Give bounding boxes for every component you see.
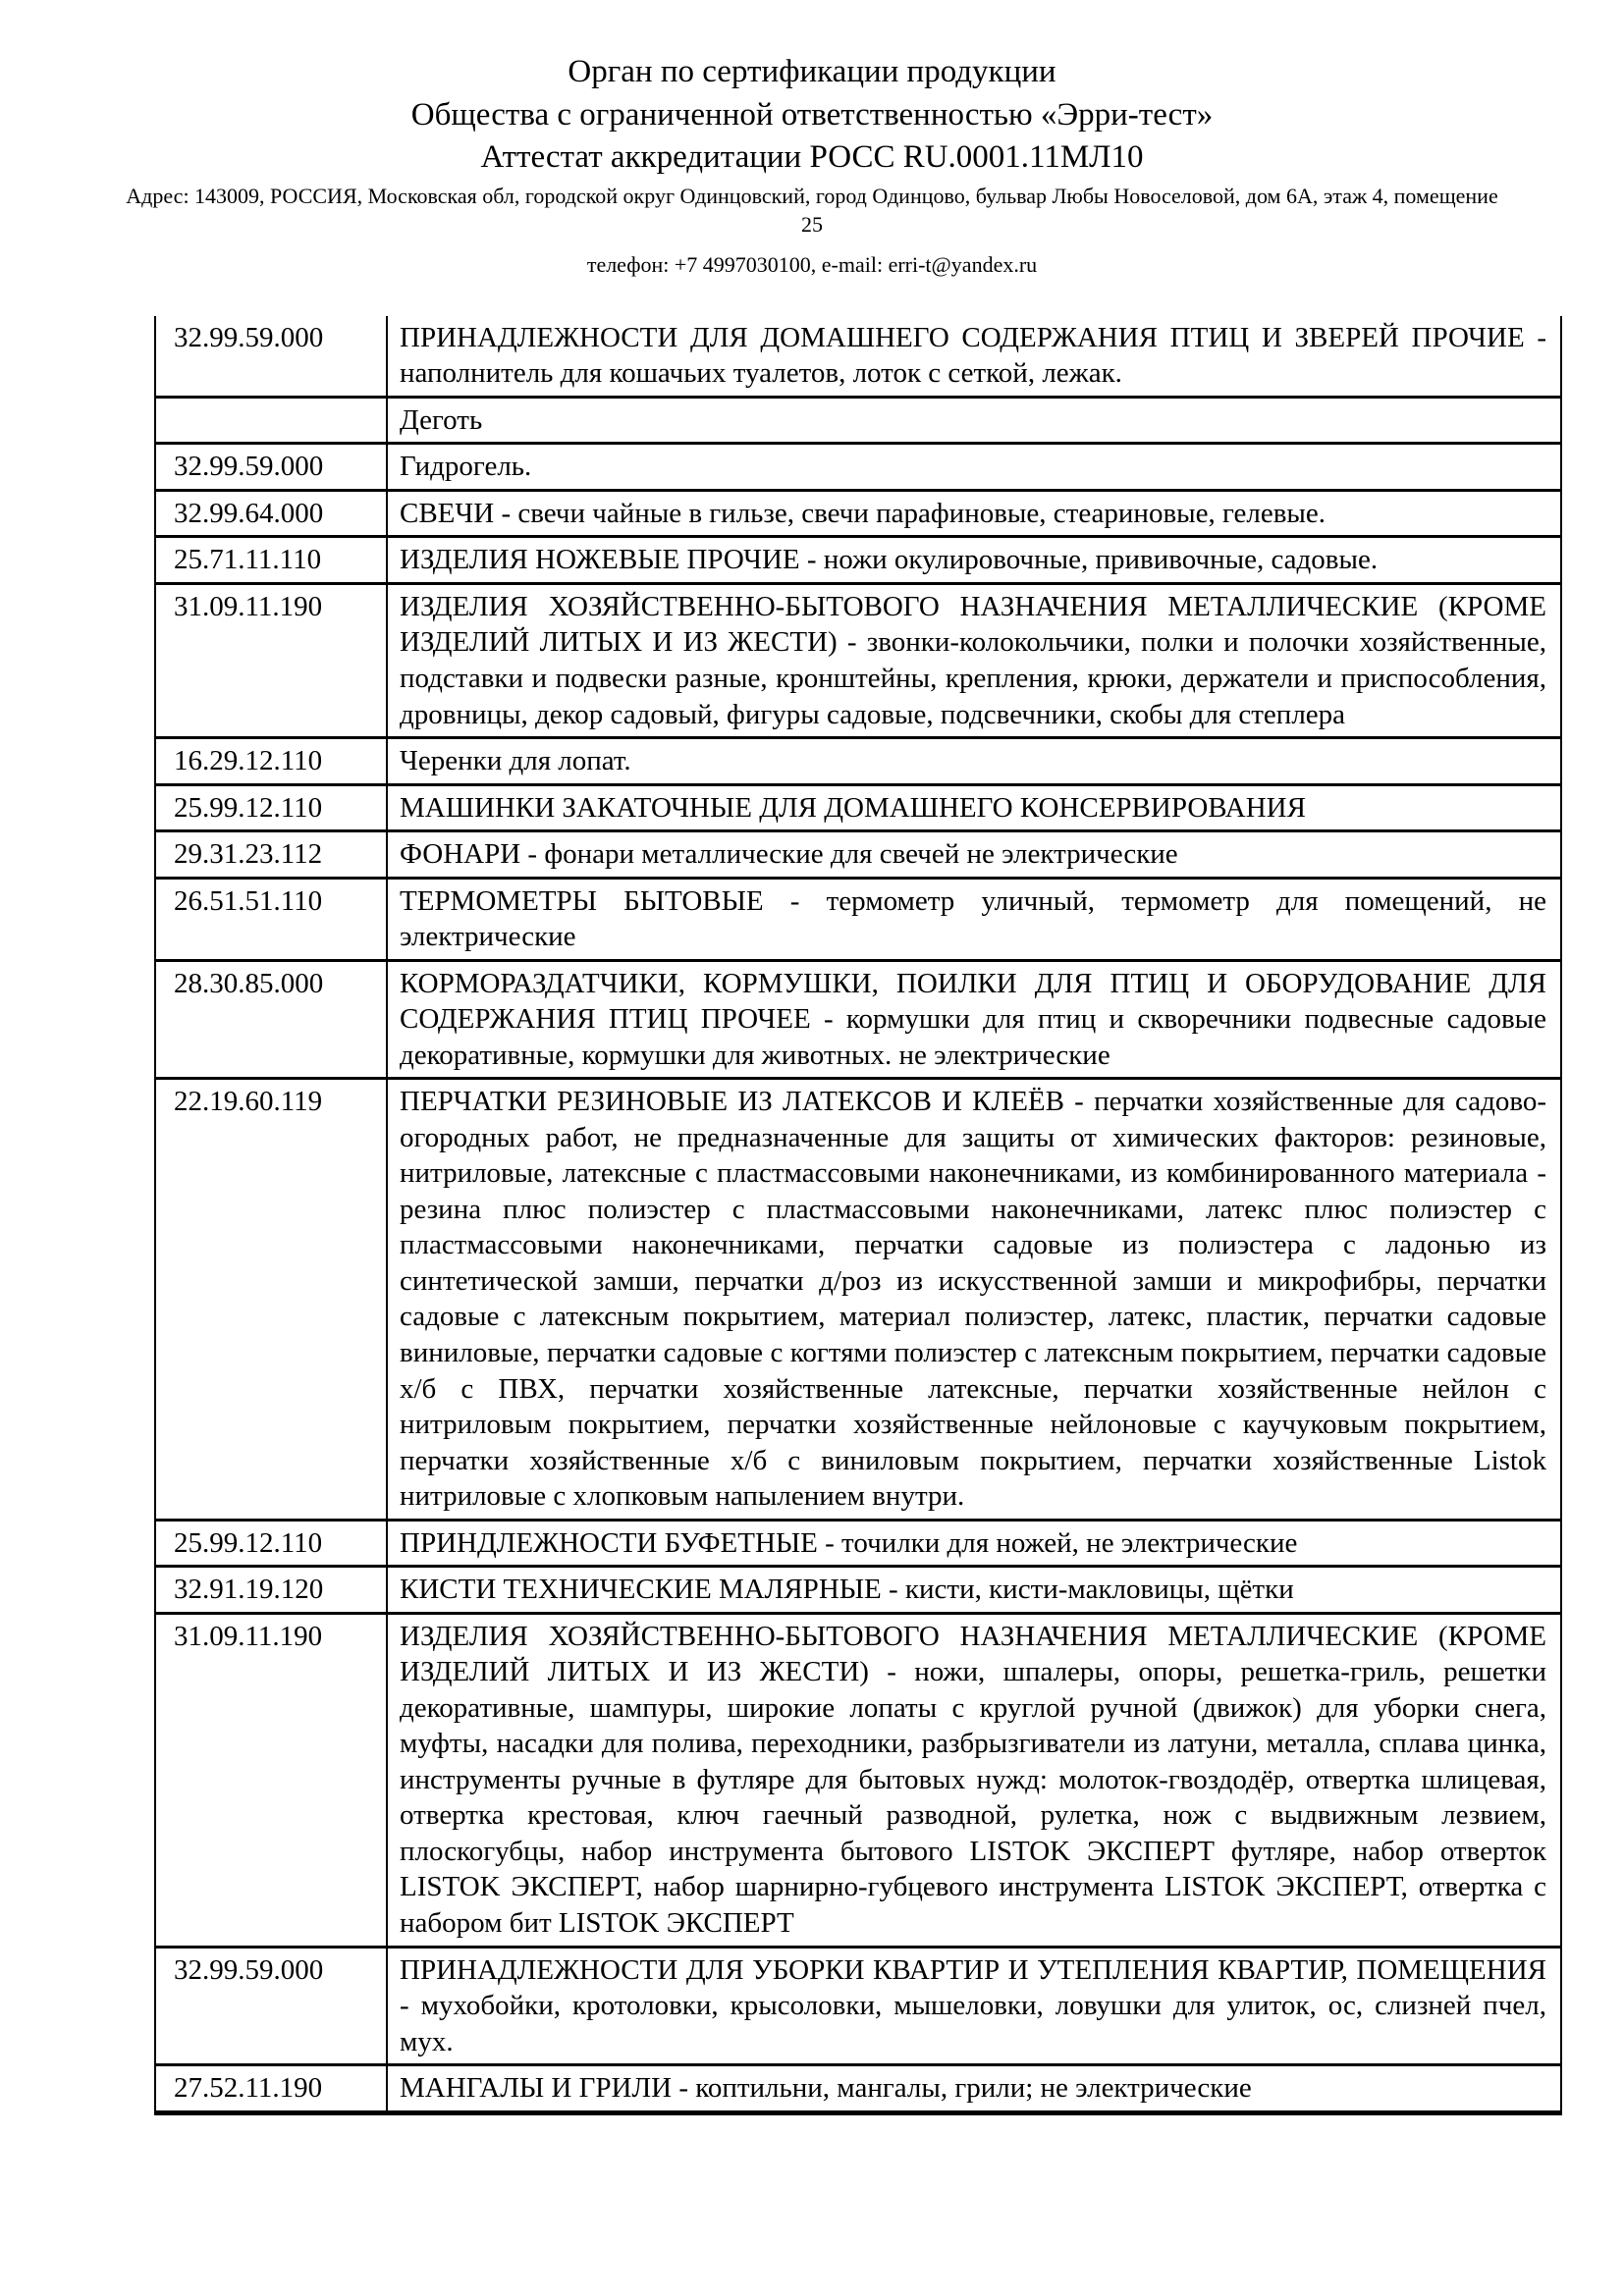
product-code-cell: 25.99.12.110 (155, 784, 387, 831)
product-code-cell (155, 397, 387, 444)
product-description-cell: МАНГАЛЫ И ГРИЛИ - коптильни, мангалы, грили; не электрические (387, 2065, 1561, 2113)
product-description-cell: СВЕЧИ - свечи чайные в гильзе, свечи парафиновые, стеариновые, гелевые. (387, 490, 1561, 537)
product-description-cell: Гидрогель. (387, 444, 1561, 491)
table-row (155, 2065, 1561, 2113)
product-description-cell: ИЗДЕЛИЯ ХОЗЯЙСТВЕННО-БЫТОВОГО НАЗНАЧЕНИЯ МЕТАЛЛИЧЕСКИЕ (КРОМЕ ИЗДЕЛИЙ ЛИТЫХ И ИЗ ЖЕСТИ) - звонки-колокольчики, полки и полочки хозяйственные, подставки и подвески разные, кронштейны, крепления, крюки, держатели и приспособления, дровницы, декор садовый, фигуры садовые, подсвечники, скобы для степлера (387, 583, 1561, 737)
product-code-cell: 31.09.11.190 (155, 1613, 387, 1947)
table-row (155, 960, 1561, 1079)
org-title-line-2: Общества с ограниченной ответственностью «Эрри-тест» (410, 96, 1214, 133)
product-code-cell: 32.99.64.000 (155, 490, 387, 537)
product-code-cell: 31.09.11.190 (155, 583, 387, 737)
table-row (155, 316, 1561, 398)
table-row (155, 831, 1561, 879)
table-row (155, 1567, 1561, 1614)
product-description-cell: Деготь (387, 397, 1561, 444)
product-description-cell: ПРИНАДЛЕЖНОСТИ ДЛЯ ДОМАШНЕГО СОДЕРЖАНИЯ ПТИЦ И ЗВЕРЕЙ ПРОЧИЕ - наполнитель для кошачьих туалетов, лоток с сеткой, лежак. (387, 316, 1561, 398)
table-row (155, 878, 1561, 960)
table-row (155, 738, 1561, 785)
product-description-cell: МАШИНКИ ЗАКАТОЧНЫЕ ДЛЯ ДОМАШНЕГО КОНСЕРВИРОВАНИЯ (387, 784, 1561, 831)
product-table-body (155, 316, 1561, 2112)
product-code-cell: 32.91.19.120 (155, 1567, 387, 1614)
accreditation-line: Аттестат аккредитации РОСС RU.0001.11МЛ10 (480, 139, 1144, 176)
product-code-cell: 26.51.51.110 (155, 878, 387, 960)
product-description-cell: ИЗДЕЛИЯ ХОЗЯЙСТВЕННО-БЫТОВОГО НАЗНАЧЕНИЯ МЕТАЛЛИЧЕСКИЕ (КРОМЕ ИЗДЕЛИЙ ЛИТЫХ И ИЗ ЖЕСТИ) - ножи, шпалеры, опоры, решетка-гриль, решетки декоративные, шампуры, широкие лопаты с круглой ручной (движок) для уборки снега, муфты, насадки для полива, переходники, разбрызгиватели из латуни, металла, сплава цинка, инструменты ручные в футляре для бытовых нужд: молоток-гвоздодёр, отвертка шлицевая, отвертка крестовая, ключ гаечный разводной, рулетка, нож с выдвижным лезвием, плоскогубцы, набор инструмента бытового LISTOK ЭКСПЕРТ футляре, набор отверток LISTOK ЭКСПЕРТ, набор шарнирно-губцевого инструмента LISTOK ЭКСПЕРТ, отвертка с набором бит LISTOK ЭКСПЕРТ (387, 1613, 1561, 1947)
table-row (155, 1613, 1561, 1947)
table-row (155, 444, 1561, 491)
product-code-cell: 27.52.11.190 (155, 2065, 387, 2113)
product-code-cell: 32.99.59.000 (155, 444, 387, 491)
product-code-cell: 32.99.59.000 (155, 1947, 387, 2065)
product-code-table (154, 316, 1562, 2115)
table-row (155, 537, 1561, 584)
product-description-cell: ПЕРЧАТКИ РЕЗИНОВЫЕ ИЗ ЛАТЕКСОВ И КЛЕЁВ - перчатки хозяйственные для садово-огородных работ, не предназначенные для защиты от химических факторов: резиновые, нитриловые, латексные с пластмассовыми наконечниками, из комбинированного материала - резина плюс полиэстер с пластмассовыми наконечниками, латекс плюс полиэстер с пластмассовыми наконечниками, перчатки садовые из полиэстера с ладонью из синтетической замши, перчатки д/роз из искусственной замши и микрофибры, перчатки садовые с латексным покрытием, материал полиэстер, латекс, пластик, перчатки садовые виниловые, перчатки садовые с когтями полиэстер с латексным покрытием, перчатки садовые х/б с ПВХ, перчатки хозяйственные латексные, перчатки хозяйственные нейлон с нитриловым покрытием, перчатки хозяйственные нейлоновые с каучуковым покрытием, перчатки хозяйственные х/б с виниловым покрытием, перчатки хозяйственные Listok нитриловые с хлопковым напылением внутри. (387, 1079, 1561, 1520)
table-row (155, 583, 1561, 737)
table-row (155, 1079, 1561, 1520)
product-code-cell: 22.19.60.119 (155, 1079, 387, 1520)
address-line: Адрес: 143009, РОССИЯ, Московская обл, городской округ Одинцовский, город Одинцово, бульвар Любы Новоселовой, дом 6А, этаж 4, помещение 25 (126, 183, 1498, 237)
product-description-cell: ПРИНДЛЕЖНОСТИ БУФЕТНЫЕ - точилки для ножей, не электрические (387, 1520, 1561, 1567)
product-code-cell: 28.30.85.000 (155, 960, 387, 1079)
product-code-cell: 25.71.11.110 (155, 537, 387, 584)
table-row (155, 784, 1561, 831)
table-row (155, 1520, 1561, 1567)
product-code-cell: 29.31.23.112 (155, 831, 387, 879)
table-row (155, 1947, 1561, 2065)
contact-line: телефон: +7 4997030100, e-mail: erri-t@yandex.ru (586, 251, 1038, 277)
document-header (0, 0, 1624, 279)
table-row (155, 397, 1561, 444)
product-description-cell: КОРМОРАЗДАТЧИКИ, КОРМУШКИ, ПОИЛКИ ДЛЯ ПТИЦ И ОБОРУДОВАНИЕ ДЛЯ СОДЕРЖАНИЯ ПТИЦ ПРОЧЕЕ - кормушки для птиц и скворечники подвесные садовые декоративные, кормушки для животных. не электрические (387, 960, 1561, 1079)
product-description-cell: ТЕРМОМЕТРЫ БЫТОВЫЕ - термометр уличный, термометр для помещений, не электрические (387, 878, 1561, 960)
table-row (155, 490, 1561, 537)
product-description-cell: ФОНАРИ - фонари металлические для свечей не электрические (387, 831, 1561, 879)
product-code-cell: 16.29.12.110 (155, 738, 387, 785)
product-description-cell: ПРИНАДЛЕЖНОСТИ ДЛЯ УБОРКИ КВАРТИР И УТЕПЛЕНИЯ КВАРТИР, ПОМЕЩЕНИЯ - мухобойки, кротоловки, крысоловки, мышеловки, ловушки для улиток, ос, слизней пчел, мух. (387, 1947, 1561, 2065)
product-description-cell: Черенки для лопат. (387, 738, 1561, 785)
product-description-cell: КИСТИ ТЕХНИЧЕСКИЕ МАЛЯРНЫЕ - кисти, кисти-макловицы, щётки (387, 1567, 1561, 1614)
product-code-cell: 32.99.59.000 (155, 316, 387, 398)
product-code-cell: 25.99.12.110 (155, 1520, 387, 1567)
org-title-line-1: Орган по сертификации продукции (568, 54, 1056, 89)
product-description-cell: ИЗДЕЛИЯ НОЖЕВЫЕ ПРОЧИЕ - ножи окулировочные, прививочные, садовые. (387, 537, 1561, 584)
